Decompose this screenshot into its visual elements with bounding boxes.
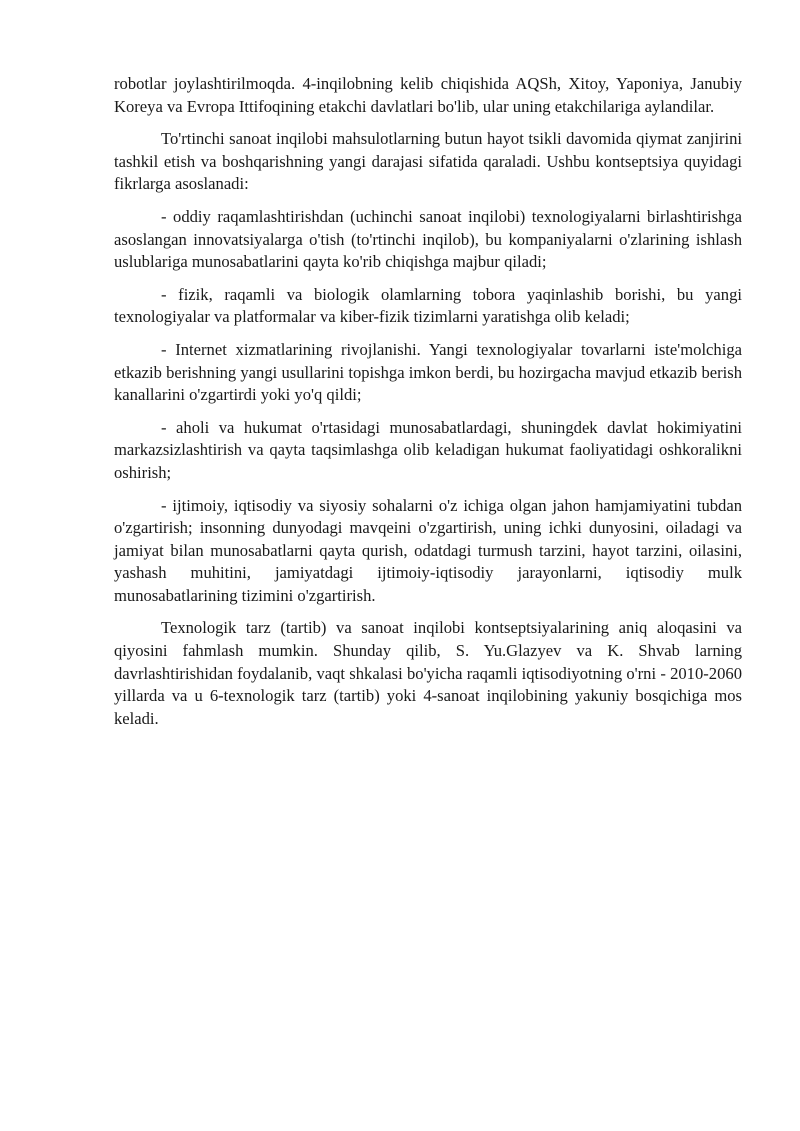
list-item-digitization: - oddiy raqamlashtirishdan (uchinchi sanoat inqilobi) texnologiyalarni birlashtirishga asoslangan innovatsiyalarga o'tish (to'rtinchi inqilob), bu kompaniyalarni o'zlarining ishlash uslublariga munosabatlarini qayta ko'rib chiqishga majbur qiladi;: [114, 206, 742, 272]
list-item-internet-services: - Internet xizmatlarining rivojlanishi. Yangi texnologiyalar tovarlarni iste'molchiga etkazib berishning yangi usullarini topishga imkon berdi, bu hozirgacha mavjud etkazib berish kanallarini o'zgartirdi yoki yo'q qildi;: [114, 339, 742, 405]
paragraph-fourth-industrial-revolution: To'rtinchi sanoat inqilobi mahsulotlarning butun hayot tsikli davomida qiymat zanjirini tashkil etish va boshqarishning yangi darajasi sifatida qaraladi. Ushbu kontseptsiya quyidagi fikrlarga asoslanadi:: [114, 129, 742, 194]
paragraph-continuation: robotlar joylashtirilmoqda. 4-inqilobning kelib chiqishida AQSh, Xitoy, Yaponiya, Janubiy Koreya va Evropa Ittifoqining etakchi davlatlari bo'lib, ular uning etakchilariga aylandilar.: [114, 74, 742, 116]
list-item-social-transformation: - ijtimoiy, iqtisodiy va siyosiy sohalarni o'z ichiga olgan jahon hamjamiyatini tubdan o'zgartirish; insonning dunyodagi mavqeini o'zgartirish, uning ichki dunyosini, oiladagi va jamiyat bilan munosabatlarni qayta qurish, odatdagi turmush tarzini, hayot tarzini, oilasini, yashash muhitini, jamiyatdagi ijtimoiy-iqtisodiy jarayonlarni, iqtisodiy mulk munosabatlarining tizimini o'zgartirish.: [114, 495, 742, 605]
paragraph-technological-order: Texnologik tarz (tartib) va sanoat inqilobi kontseptsiyalarining aniq aloqasini va qiyosini fahmlash mumkin. Shunday qilib, S. Yu.Glazyev va K. Shvab larning davrlashtirishidan foydalanib, vaqt shkalasi bo'yicha raqamli iqtisodiyotning o'rni - 2010-2060 yillarda va u 6-texnologik tarz (tartib) yoki 4-sanoat inqilobining yakuniy bosqichiga mos keladi.: [114, 618, 742, 728]
list-item-government-transparency: - aholi va hukumat o'rtasidagi munosabatlardagi, shuningdek davlat hokimiyatini markazsizlashtirish va qayta taqsimlashga olib keladigan hukumat faoliyatidagi oshkoralikni oshirish;: [114, 417, 742, 482]
document-page: [114, 73, 742, 740]
list-item-convergence: - fizik, raqamli va biologik olamlarning tobora yaqinlashib borishi, bu yangi texnologiyalar va platformalar va kiber-fizik tizimlarni yaratishga olib keladi;: [114, 284, 742, 327]
